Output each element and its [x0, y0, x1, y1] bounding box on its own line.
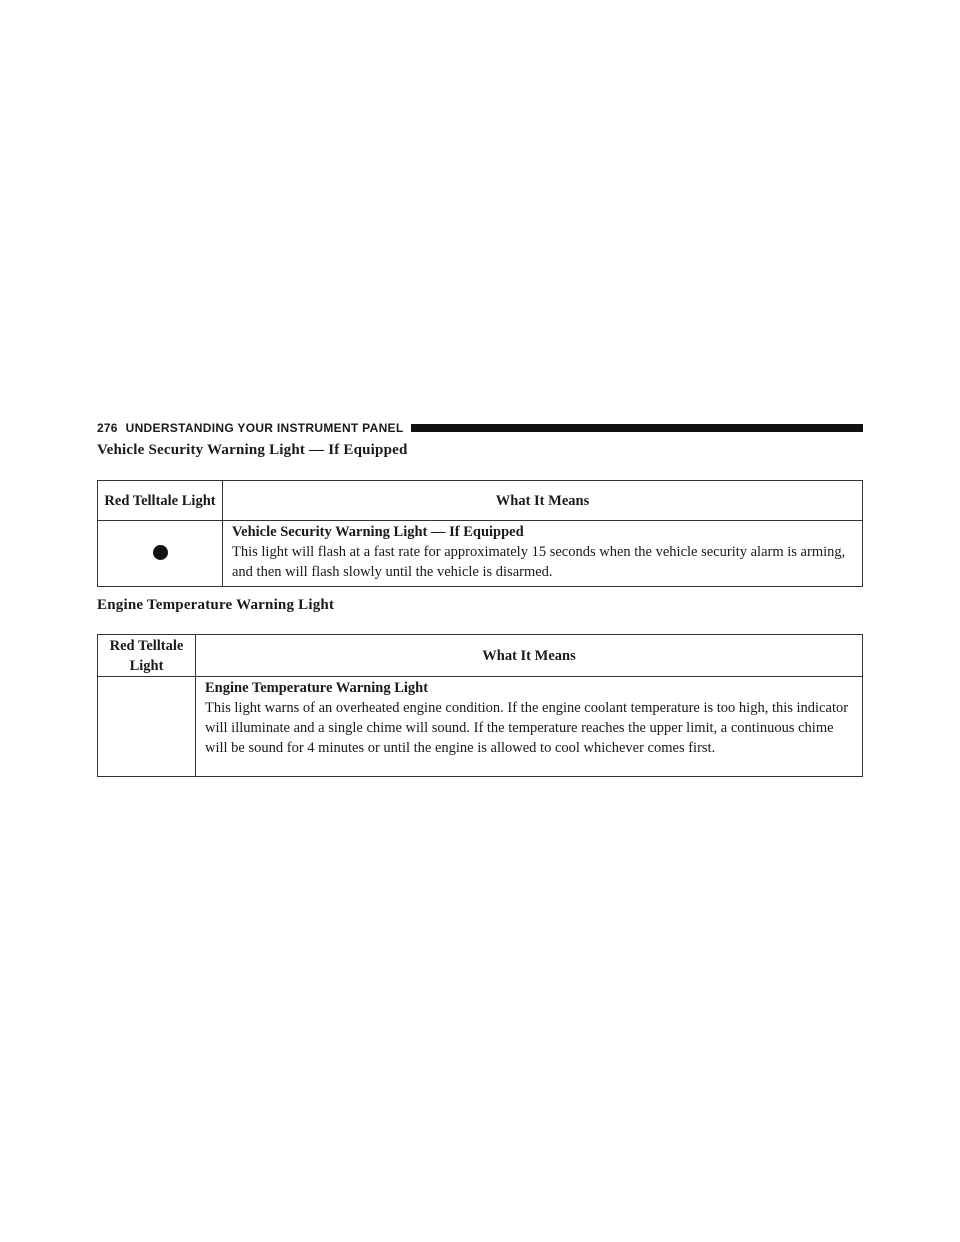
description-body: This light warns of an overheated engine condition. If the engine coolant temperature is too high, this indicator will illuminate and a single chime will sound. If the temperature reaches the upper limit, a continuous chime will be sound for 4 minutes or until the engine is allowed to cool whichever comes first. — [205, 700, 849, 756]
table-row — [98, 677, 863, 777]
table-row — [98, 521, 863, 587]
column-header-means: What It Means — [196, 635, 863, 677]
page-number: 276 — [97, 421, 118, 435]
telltale-icon-cell — [98, 521, 223, 587]
column-header-means: What It Means — [223, 481, 863, 521]
column-header-light: Red Telltale Light — [98, 481, 223, 521]
description-title: Vehicle Security Warning Light — If Equipped — [232, 524, 524, 540]
telltale-icon-cell — [98, 677, 196, 777]
vehicle-security-table — [97, 480, 863, 587]
description-body: This light will flash at a fast rate for approximately 15 seconds when the vehicle security alarm is arming, and then will flash slowly until the vehicle is disarmed. — [232, 544, 846, 580]
section-heading-vehicle-security: Vehicle Security Warning Light — If Equipped — [97, 442, 408, 458]
page-header — [97, 418, 863, 438]
description-title: Engine Temperature Warning Light — [205, 680, 429, 696]
engine-temperature-table — [97, 634, 863, 777]
table-header-row — [98, 481, 863, 521]
column-header-light: Red Telltale Light — [98, 635, 196, 677]
description-cell — [196, 677, 863, 777]
security-light-icon — [153, 545, 168, 560]
description-cell — [223, 521, 863, 587]
section-heading-engine-temperature: Engine Temperature Warning Light — [97, 597, 335, 613]
header-rule — [411, 424, 863, 432]
table-header-row — [98, 635, 863, 677]
chapter-title: UNDERSTANDING YOUR INSTRUMENT PANEL — [125, 421, 404, 435]
